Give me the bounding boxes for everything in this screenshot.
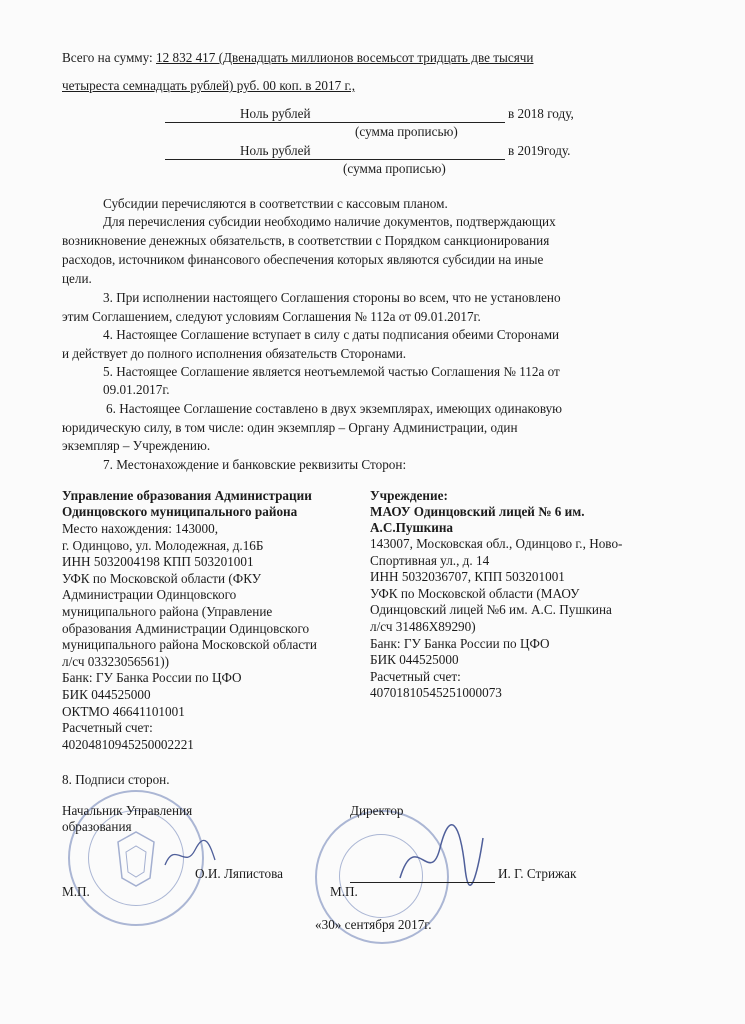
left-detail-line: Место нахождения: 143000, bbox=[62, 521, 219, 536]
paragraph-2-line-1: Для перечисления субсидии необходимо наличие документов, подтверждающих bbox=[103, 214, 556, 229]
sum-prefix: Всего на сумму: bbox=[62, 50, 153, 65]
left-detail-line: Банк: ГУ Банка России по ЦФО bbox=[62, 670, 242, 686]
paragraph-3-line-1: 3. При исполнении настоящего Соглашения стороны во всем, что не установлено bbox=[103, 290, 561, 305]
left-signer-role-1: Начальник Управления bbox=[62, 803, 193, 818]
left-signer-name: О.И. Ляпистова bbox=[195, 866, 284, 881]
sum-amount: 12 832 417 (Двенадцать миллионов восемьсот тридцать две тысячи bbox=[156, 50, 534, 65]
right-detail-line: л/сч 31486Х89290) bbox=[370, 619, 476, 634]
paragraph-5-line-2: 09.01.2017г. bbox=[103, 382, 170, 397]
paragraph-3-line-2: этим Соглашением, следуют условиям Соглашения № 112а от 09.01.2017г. bbox=[62, 309, 481, 324]
sum-2018-amount: Ноль рублей bbox=[240, 106, 311, 121]
sum-2018-suffix: в 2018 году, bbox=[508, 106, 574, 121]
right-detail-line: 143007, Московская обл., Одинцово г., Ново- bbox=[370, 536, 623, 551]
left-detail-line: ОКТМО 46641101001 bbox=[62, 703, 185, 719]
right-party-title-2: МАОУ Одинцовский лицей № 6 им. bbox=[370, 504, 585, 519]
sum-2019-amount: Ноль рублей bbox=[240, 143, 311, 158]
right-detail-line: ИНН 5032036707, КПП 503201001 bbox=[370, 569, 565, 585]
right-signature-line bbox=[350, 866, 495, 883]
left-detail-line: ИНН 5032004198 КПП 503201001 bbox=[62, 554, 254, 570]
left-detail-line: л/сч 03323056561)) bbox=[62, 653, 170, 669]
paragraph-1: Субсидии перечисляются в соответствии с кассовым планом. bbox=[103, 196, 448, 211]
left-detail-line: г. Одинцово, ул. Молодежная, д.16Б bbox=[62, 537, 264, 553]
right-detail-line: 40701810545251000073 bbox=[370, 685, 502, 701]
left-detail-line: УФК по Московской области (ФКУ bbox=[62, 570, 262, 586]
left-detail-line: Расчетный счет: bbox=[62, 720, 153, 736]
paragraph-2-line-2: возникновение денежных обязательств, в соответствии с Порядком санкционирования bbox=[62, 233, 550, 248]
paragraph-6-line-2: юридическую силу, в том числе: один экземпляр – Органу Администрации, один bbox=[62, 420, 518, 435]
left-detail-line: Администрации Одинцовского bbox=[62, 587, 237, 603]
paragraph-6-line-3: экземпляр – Учреждению. bbox=[62, 438, 211, 453]
right-signer-role: Директор bbox=[350, 803, 404, 818]
sum-line-1 bbox=[62, 50, 672, 66]
left-detail-line: образования Администрации Одинцовского bbox=[62, 620, 310, 636]
right-detail-line: Банк: ГУ Банка России по ЦФО bbox=[370, 635, 550, 651]
left-detail-line: муниципального района (Управление bbox=[62, 604, 273, 619]
left-detail-line: муниципального района Московской области bbox=[62, 637, 317, 653]
left-detail-line: 40204810945250002221 bbox=[62, 736, 194, 752]
paragraph-4-line-1: 4. Настоящее Соглашение вступает в силу с даты подписания обеими Сторонами bbox=[103, 327, 560, 342]
right-signer-name: И. Г. Стрижак bbox=[498, 866, 577, 881]
right-detail-line: Спортивная ул., д. 14 bbox=[370, 552, 490, 568]
sum-line-2: четыреста семнадцать рублей) руб. 00 коп. в 2017 г., bbox=[62, 78, 356, 93]
sum-2019-line bbox=[165, 143, 505, 160]
right-seal-label: М.П. bbox=[330, 884, 358, 899]
sum-2019-suffix: в 2019году. bbox=[508, 143, 571, 158]
sum-2018-caption: (сумма прописью) bbox=[355, 124, 458, 139]
right-detail-line: БИК 044525000 bbox=[370, 652, 459, 668]
paragraph-2-line-3: расходов, источником финансового обеспечения которых являются субсидии на иные bbox=[62, 252, 544, 267]
paragraph-4-line-2: и действует до полного исполнения обязательств Сторонами. bbox=[62, 346, 407, 361]
signature-date: «30» сентября 2017г. bbox=[315, 917, 432, 932]
left-seal-label: М.П. bbox=[62, 884, 90, 899]
sum-2018-line bbox=[165, 106, 505, 123]
right-party-title-1: Учреждение: bbox=[370, 488, 448, 503]
right-detail-line: Одинцовский лицей №6 им. А.С. Пушкина bbox=[370, 602, 612, 618]
director-signature bbox=[395, 818, 485, 898]
left-detail-line: БИК 044525000 bbox=[62, 687, 151, 702]
signatures-heading: 8. Подписи сторон. bbox=[62, 772, 170, 787]
left-signer-role-2: образования bbox=[62, 819, 132, 834]
paragraph-6-line-1: 6. Настоящее Соглашение составлено в двух экземплярах, имеющих одинаковую bbox=[106, 401, 563, 416]
right-party-title-3: А.С.Пушкина bbox=[370, 520, 454, 535]
right-detail-line: Расчетный счет: bbox=[370, 668, 461, 684]
paragraph-2-line-4: цели. bbox=[62, 271, 92, 286]
right-detail-line: УФК по Московской области (МАОУ bbox=[370, 585, 580, 601]
sum-2019-caption: (сумма прописью) bbox=[343, 161, 446, 176]
paragraph-7: 7. Местонахождение и банковские реквизиты Сторон: bbox=[103, 457, 407, 472]
left-party-title-2: Одинцовского муниципального района bbox=[62, 504, 298, 519]
left-party-title-1: Управление образования Администрации bbox=[62, 488, 312, 503]
paragraph-5-line-1: 5. Настоящее Соглашение является неотъемлемой частью Соглашения № 112а от bbox=[103, 364, 560, 379]
